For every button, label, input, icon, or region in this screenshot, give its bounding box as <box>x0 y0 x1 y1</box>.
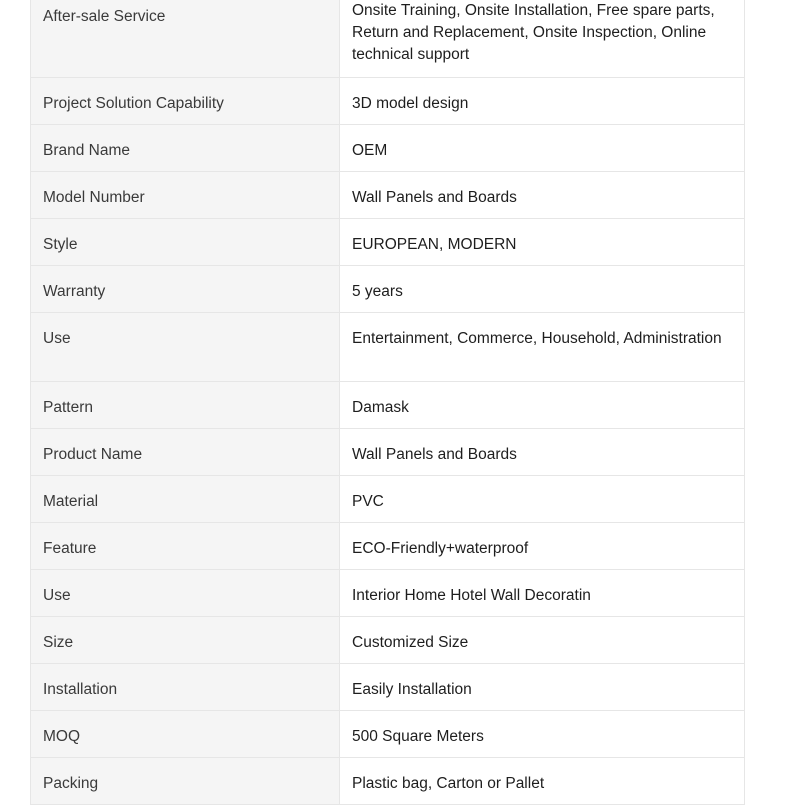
spec-value: Onsite Training, Onsite Installation, Free spare parts, Return and Replacement, Onsite Inspection, Online technical support <box>340 0 745 78</box>
spec-value: Customized Size <box>340 617 745 664</box>
spec-row-material <box>31 476 745 523</box>
spec-label: MOQ <box>31 711 340 758</box>
spec-value: 3D model design <box>340 78 745 125</box>
spec-value: Interior Home Hotel Wall Decoratin <box>340 570 745 617</box>
spec-label: Feature <box>31 523 340 570</box>
spec-row-after-sale-service <box>31 0 745 78</box>
spec-label: Warranty <box>31 266 340 313</box>
spec-label: Style <box>31 219 340 266</box>
spec-value: Entertainment, Commerce, Household, Administration <box>340 313 745 382</box>
spec-row-use <box>31 313 745 382</box>
spec-label: Brand Name <box>31 125 340 172</box>
spec-label: Material <box>31 476 340 523</box>
spec-label: Model Number <box>31 172 340 219</box>
spec-row-pattern <box>31 382 745 429</box>
product-spec-table-container <box>30 0 744 805</box>
spec-value: Wall Panels and Boards <box>340 429 745 476</box>
spec-row-use-interior <box>31 570 745 617</box>
spec-value: Easily Installation <box>340 664 745 711</box>
spec-row-moq <box>31 711 745 758</box>
spec-label: Product Name <box>31 429 340 476</box>
spec-row-model-number <box>31 172 745 219</box>
spec-row-installation <box>31 664 745 711</box>
spec-label: After-sale Service <box>31 0 340 78</box>
spec-row-style <box>31 219 745 266</box>
spec-label: Size <box>31 617 340 664</box>
spec-value: EUROPEAN, MODERN <box>340 219 745 266</box>
spec-value: 500 Square Meters <box>340 711 745 758</box>
spec-row-size <box>31 617 745 664</box>
spec-row-project-solution <box>31 78 745 125</box>
spec-label: Use <box>31 313 340 382</box>
spec-label: Pattern <box>31 382 340 429</box>
spec-label: Installation <box>31 664 340 711</box>
spec-value: 5 years <box>340 266 745 313</box>
spec-value: OEM <box>340 125 745 172</box>
spec-row-packing <box>31 758 745 805</box>
spec-label: Project Solution Capability <box>31 78 340 125</box>
spec-row-brand-name <box>31 125 745 172</box>
spec-value: Wall Panels and Boards <box>340 172 745 219</box>
spec-row-feature <box>31 523 745 570</box>
spec-value: Plastic bag, Carton or Pallet <box>340 758 745 805</box>
spec-label: Use <box>31 570 340 617</box>
spec-value: ECO-Friendly+waterproof <box>340 523 745 570</box>
spec-row-product-name <box>31 429 745 476</box>
product-spec-table <box>30 0 745 805</box>
spec-row-warranty <box>31 266 745 313</box>
spec-label: Packing <box>31 758 340 805</box>
spec-value: PVC <box>340 476 745 523</box>
spec-value: Damask <box>340 382 745 429</box>
